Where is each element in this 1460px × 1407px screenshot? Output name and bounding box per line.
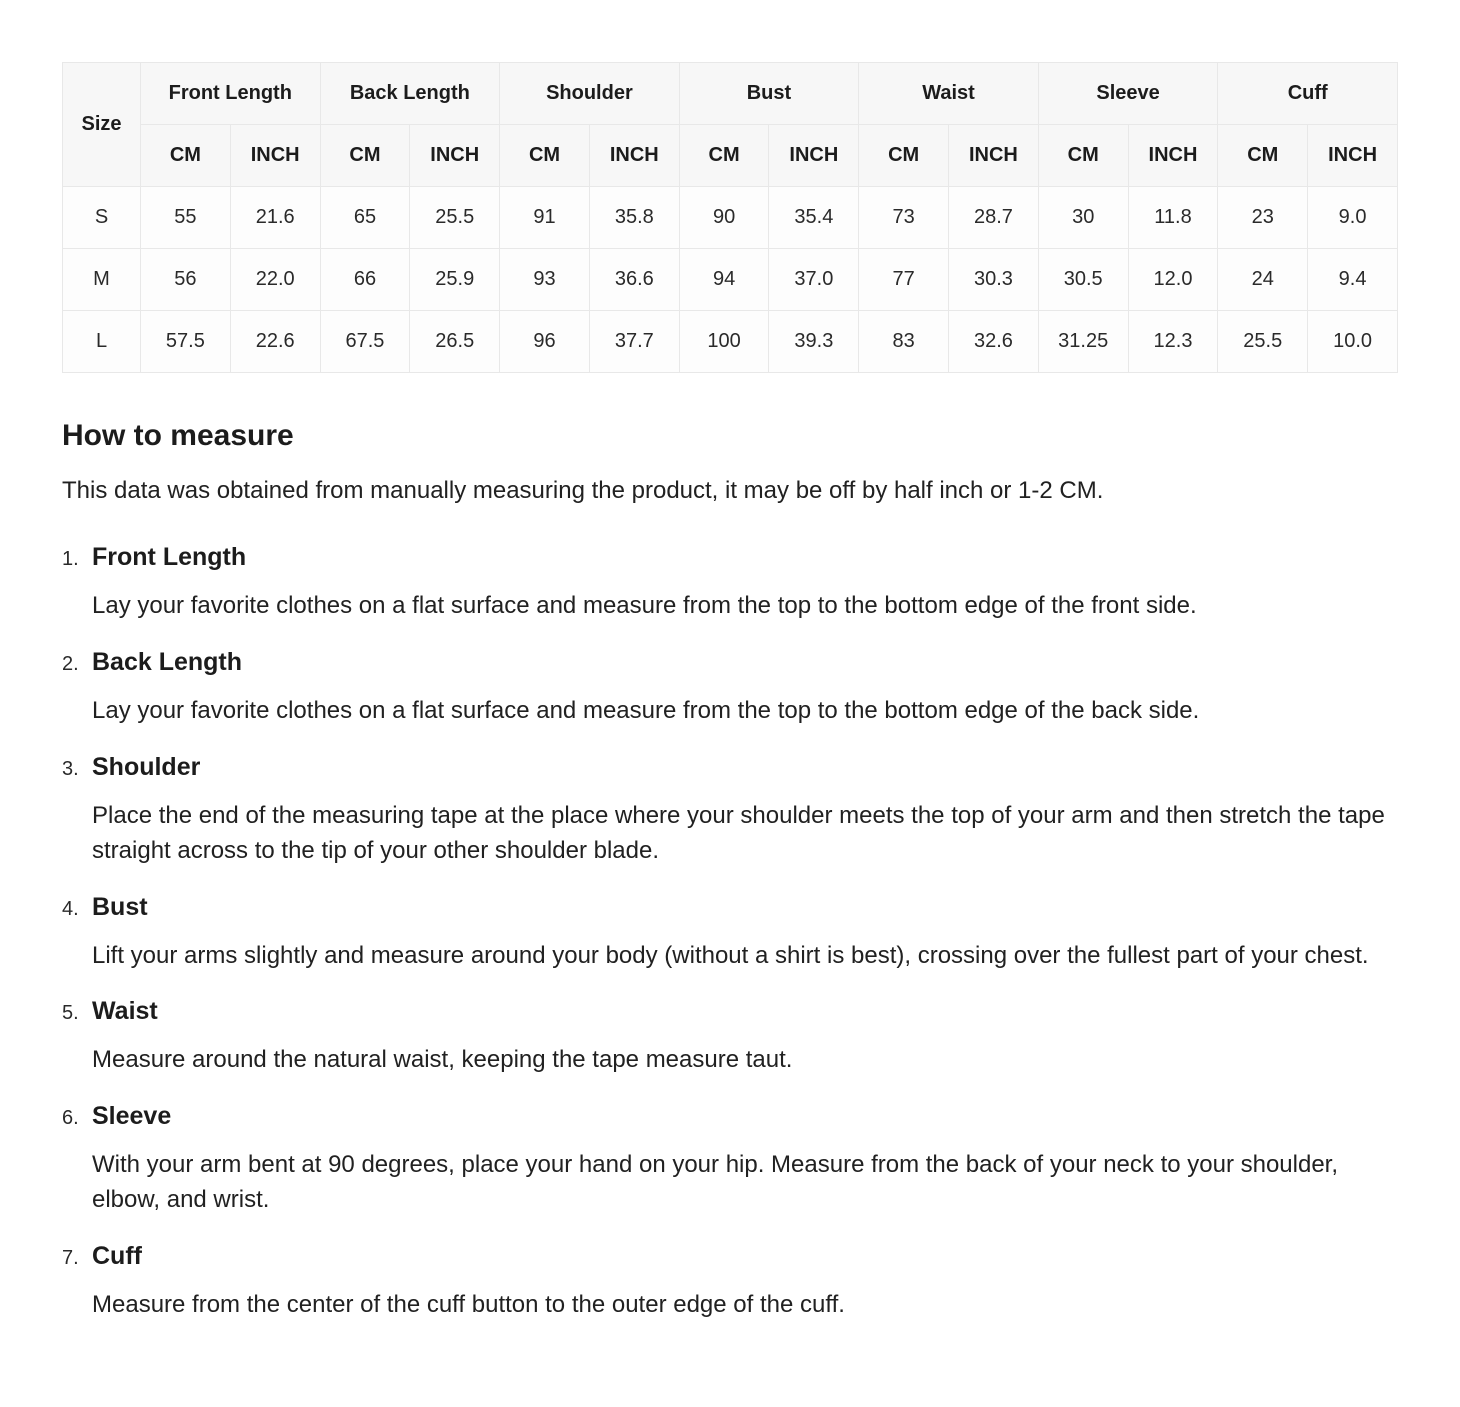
- measurement-cell: 37.0: [769, 249, 859, 311]
- measure-term: Waist: [92, 997, 158, 1026]
- measure-description: Place the end of the measuring tape at the place where your shoulder meets the top of your arm and then stretch the tape straight across to the tip of your other shoulder blade.: [92, 801, 1385, 864]
- size-cell: S: [63, 187, 141, 249]
- measure-item-header: [62, 648, 1398, 677]
- unit-header-inch: INCH: [1308, 125, 1398, 187]
- list-number: 5.: [62, 1002, 79, 1025]
- measure-term: Back Length: [92, 648, 243, 677]
- measurement-cell: 32.6: [949, 311, 1039, 373]
- measurement-cell: 93: [500, 249, 590, 311]
- measure-intro-text: This data was obtained from manually measuring the product, it may be off by half inch or 1-2 CM.: [62, 477, 1104, 504]
- table-row-s: [63, 187, 1398, 249]
- measurement-cell: 26.5: [410, 311, 500, 373]
- measurement-cell: 12.0: [1128, 249, 1218, 311]
- measure-item-shoulder: [62, 753, 1398, 869]
- header-group-row: [63, 63, 1398, 125]
- column-group-back-length: Back Length: [320, 63, 500, 125]
- size-chart-header: [63, 63, 1398, 187]
- measurement-cell: 25.5: [1218, 311, 1308, 373]
- list-number: 1.: [62, 548, 79, 571]
- measurement-cell: 39.3: [769, 311, 859, 373]
- size-column-header: Size: [63, 63, 141, 187]
- measure-item-header: [62, 997, 1398, 1026]
- measure-instructions-list: [62, 543, 1398, 1322]
- size-chart-body: [63, 187, 1398, 373]
- measurement-cell: 55: [141, 187, 231, 249]
- measurement-cell: 66: [320, 249, 410, 311]
- measurement-cell: 94: [679, 249, 769, 311]
- measure-item-header: [62, 753, 1398, 782]
- unit-header-cm: CM: [1038, 125, 1128, 187]
- list-number: 6.: [62, 1107, 79, 1130]
- measurement-cell: 9.0: [1308, 187, 1398, 249]
- unit-header-inch: INCH: [589, 125, 679, 187]
- column-group-waist: Waist: [859, 63, 1039, 125]
- measurement-cell: 30: [1038, 187, 1128, 249]
- measurement-cell: 83: [859, 311, 949, 373]
- unit-header-inch: INCH: [230, 125, 320, 187]
- measurement-cell: 100: [679, 311, 769, 373]
- column-group-sleeve: Sleeve: [1038, 63, 1218, 125]
- measure-item-back-length: [62, 648, 1398, 729]
- measurement-cell: 30.5: [1038, 249, 1128, 311]
- measure-item-sleeve: [62, 1102, 1398, 1218]
- measurement-cell: 10.0: [1308, 311, 1398, 373]
- measurement-cell: 96: [500, 311, 590, 373]
- measurement-cell: 11.8: [1128, 187, 1218, 249]
- unit-header-cm: CM: [320, 125, 410, 187]
- measurement-cell: 24: [1218, 249, 1308, 311]
- measurement-cell: 12.3: [1128, 311, 1218, 373]
- measure-term: Front Length: [92, 543, 247, 572]
- measure-term: Shoulder: [92, 752, 201, 781]
- measurement-cell: 30.3: [949, 249, 1039, 311]
- measure-item-bust: [62, 893, 1398, 974]
- measure-description: Lay your favorite clothes on a flat surface and measure from the top to the bottom edge of the front side.: [92, 592, 1197, 620]
- measure-description: Measure from the center of the cuff button to the outer edge of the cuff.: [92, 1290, 845, 1318]
- measurement-cell: 67.5: [320, 311, 410, 373]
- measure-description: Lift your arms slightly and measure around your body (without a shirt is best), crossing over the fullest part of your chest.: [92, 941, 1369, 969]
- unit-header-inch: INCH: [769, 125, 859, 187]
- measure-item-cuff: [62, 1242, 1398, 1323]
- measurement-cell: 31.25: [1038, 311, 1128, 373]
- list-number: 2.: [62, 653, 79, 676]
- measure-term: Cuff: [92, 1241, 142, 1270]
- measure-item-front-length: [62, 543, 1398, 624]
- measure-term: Bust: [92, 892, 148, 921]
- measure-item-waist: [62, 997, 1398, 1078]
- measurement-cell: 23: [1218, 187, 1308, 249]
- header-units-row: [63, 125, 1398, 187]
- size-cell: M: [63, 249, 141, 311]
- size-chart-table: [62, 62, 1398, 373]
- measure-term: Sleeve: [92, 1102, 172, 1131]
- measurement-cell: 65: [320, 187, 410, 249]
- table-row-l: [63, 311, 1398, 373]
- measurement-cell: 35.4: [769, 187, 859, 249]
- measure-description: With your arm bent at 90 degrees, place your hand on your hip. Measure from the back of your neck to your shoulder, elbow, and wrist.: [92, 1151, 1339, 1213]
- measurement-cell: 25.5: [410, 187, 500, 249]
- measure-description: Lay your favorite clothes on a flat surface and measure from the top to the bottom edge of the back side.: [92, 697, 1200, 725]
- measure-item-header: [62, 1242, 1398, 1271]
- unit-header-cm: CM: [1218, 125, 1308, 187]
- measurement-cell: 25.9: [410, 249, 500, 311]
- measurement-cell: 28.7: [949, 187, 1039, 249]
- measurement-cell: 9.4: [1308, 249, 1398, 311]
- list-number: 7.: [62, 1246, 79, 1269]
- column-group-bust: Bust: [679, 63, 859, 125]
- unit-header-inch: INCH: [1128, 125, 1218, 187]
- list-number: 4.: [62, 897, 79, 920]
- column-group-front-length: Front Length: [141, 63, 321, 125]
- size-cell: L: [63, 311, 141, 373]
- measurement-cell: 90: [679, 187, 769, 249]
- measure-item-header: [62, 1102, 1398, 1131]
- measurement-cell: 35.8: [589, 187, 679, 249]
- measurement-cell: 36.6: [589, 249, 679, 311]
- measure-item-header: [62, 543, 1398, 572]
- how-to-measure-heading: How to measure: [62, 419, 294, 452]
- measurement-cell: 37.7: [589, 311, 679, 373]
- column-group-cuff: Cuff: [1218, 63, 1398, 125]
- unit-header-cm: CM: [859, 125, 949, 187]
- measurement-cell: 73: [859, 187, 949, 249]
- unit-header-cm: CM: [679, 125, 769, 187]
- measurement-cell: 21.6: [230, 187, 320, 249]
- table-row-m: [63, 249, 1398, 311]
- measurement-cell: 56: [141, 249, 231, 311]
- measure-item-header: [62, 893, 1398, 922]
- measurement-cell: 77: [859, 249, 949, 311]
- measurement-cell: 91: [500, 187, 590, 249]
- unit-header-cm: CM: [500, 125, 590, 187]
- unit-header-inch: INCH: [949, 125, 1039, 187]
- measurement-cell: 22.6: [230, 311, 320, 373]
- measure-description: Measure around the natural waist, keeping the tape measure taut.: [92, 1046, 793, 1074]
- list-number: 3.: [62, 757, 79, 780]
- column-group-shoulder: Shoulder: [500, 63, 680, 125]
- measurement-cell: 57.5: [141, 311, 231, 373]
- unit-header-inch: INCH: [410, 125, 500, 187]
- unit-header-cm: CM: [141, 125, 231, 187]
- measurement-cell: 22.0: [230, 249, 320, 311]
